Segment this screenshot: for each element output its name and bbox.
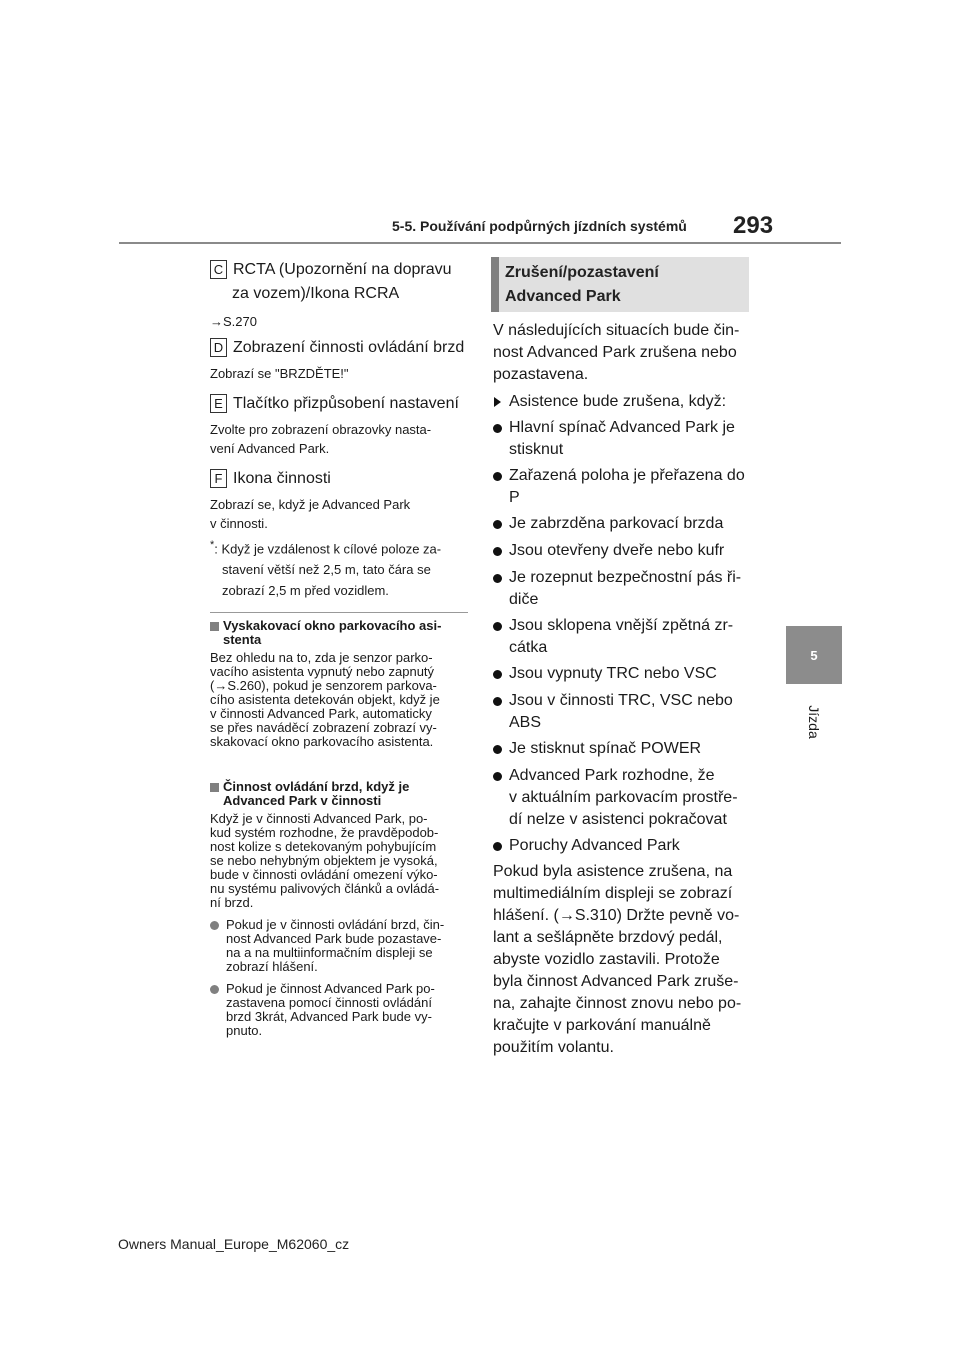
para-line: bude v činnosti ovládání omezení výko- — [210, 867, 438, 882]
para-line: kud systém rozhodne, že pravděpodob- — [210, 825, 439, 840]
header-rule — [119, 242, 841, 244]
para-line: hlášení. (→S.310) Držte pevně vo- — [493, 907, 740, 924]
letter-box: E — [210, 394, 227, 413]
para-line: vacího asistenta vypnutý nebo zapnutý — [210, 664, 435, 679]
bullet-line: pnuto. — [226, 1023, 263, 1038]
para-line: kračujte v parkování manuálně — [493, 1017, 711, 1034]
footnote-mark: * — [210, 539, 215, 551]
bullet-line: Pokud je v činnosti ovládání brzd, čin- — [226, 917, 445, 932]
round-bullet-icon — [493, 772, 502, 781]
item-desc: Zvolte pro zobrazení obrazovky nasta- — [210, 422, 432, 437]
chapter-number: 5 — [810, 647, 818, 663]
bullet-line: Jsou otevřeny dveře nebo kufr — [509, 542, 725, 559]
list-item — [493, 615, 753, 659]
para-line: multimediálním displeji se zobrazí — [493, 885, 733, 902]
para-line: Pokud byla asistence zrušena, na — [493, 863, 733, 880]
footnote-line: : Když je vzdálenost k cílové poloze za- — [214, 541, 442, 557]
para-line: Bez ohledu na to, zda je senzor parko- — [210, 650, 433, 665]
footer-text: Owners Manual_Europe_M62060_cz — [118, 1236, 350, 1252]
list-item — [493, 765, 753, 831]
bullet-line: zobrazí hlášení. — [226, 959, 318, 974]
item-desc: v činnosti. — [210, 516, 268, 531]
list-item — [493, 738, 753, 760]
round-bullet-icon — [493, 697, 502, 706]
round-bullet-icon — [493, 472, 502, 481]
list-item — [493, 835, 753, 857]
list-item — [493, 513, 753, 535]
bullet-line: Je stisknut spínač POWER — [509, 740, 702, 757]
para-line: se přes naváděcí zobrazení zobrazí vy- — [210, 720, 437, 735]
list-item — [210, 918, 470, 974]
item-desc: →S.270 — [210, 314, 257, 329]
item-desc: Zobrazí se "BRZDĚTE!" — [210, 366, 349, 381]
bullet-line: v aktuálním parkovacím prostře- — [509, 789, 738, 806]
subsection-heading: Činnost ovládání brzd, když je — [223, 779, 410, 794]
list-item — [210, 982, 470, 1038]
round-bullet-icon — [493, 547, 502, 556]
para-line: Když je v činnosti Advanced Park, po- — [210, 811, 428, 826]
list-item — [493, 417, 753, 461]
section-divider — [210, 612, 468, 613]
round-bullet-icon — [493, 622, 502, 631]
subsection-heading: stenta — [223, 632, 262, 647]
item-title-line: Zobrazení činnosti ovládání brzd — [233, 339, 465, 356]
bullet-line: Jsou vypnuty TRC nebo VSC — [509, 665, 717, 682]
round-bullet-icon — [210, 985, 219, 994]
item-d — [210, 336, 470, 383]
chapter-label-text: Jízda — [806, 705, 822, 739]
section-heading: Advanced Park — [505, 288, 621, 305]
bullet-line: Pokud je činnost Advanced Park po- — [226, 981, 435, 996]
chapter-label — [786, 705, 842, 748]
list-item — [493, 465, 753, 509]
letter-box: C — [210, 260, 227, 279]
list-item — [493, 690, 753, 734]
bullet-line: Zařazená poloha je přeřazena do — [509, 467, 745, 484]
letter-box: D — [210, 338, 227, 357]
round-bullet-icon — [493, 745, 502, 754]
item-e — [210, 392, 470, 458]
para-line: pozastavena. — [493, 366, 589, 383]
item-c — [210, 258, 470, 331]
subsection-heading: Vyskakovací okno parkovacího asi- — [223, 618, 442, 633]
section-heading-bar — [491, 257, 499, 312]
footnote — [210, 536, 470, 600]
bullet-line: cátka — [509, 639, 548, 656]
para-line: použitím volantu. — [493, 1039, 614, 1056]
para-line: V následujících situacích bude čin- — [493, 322, 740, 339]
round-bullet-icon — [493, 520, 502, 529]
para-line: se nebo nehybným objektem je vysoká, — [210, 853, 438, 868]
para-line: nost kolize s detekovaným pohybujícím — [210, 839, 437, 854]
triangle-bullet-icon — [494, 397, 501, 407]
bullet-line: nost Advanced Park bude pozastave- — [226, 931, 442, 946]
item-title-line: Tlačítko přizpůsobení nastavení — [233, 395, 459, 412]
item-title-line: za vozem)/Ikona RCRA — [232, 285, 400, 302]
item-title-line: RCTA (Upozornění na dopravu — [233, 261, 452, 278]
para-line: nost Advanced Park zrušena nebo — [493, 344, 737, 361]
round-bullet-icon — [493, 842, 502, 851]
para-line: na, zahajte činnost znovu nebo po- — [493, 995, 742, 1012]
bullet-line: ABS — [509, 714, 542, 731]
bullet-line: Asistence bude zrušena, když: — [509, 393, 727, 410]
para-line: ní brzd. — [210, 895, 254, 910]
bullet-line: brzd 3krát, Advanced Park bude vy- — [226, 1009, 432, 1024]
bullet-line: zastavena pomocí činnosti ovládání — [226, 995, 432, 1010]
bullet-line: Poruchy Advanced Park — [509, 837, 680, 854]
bullet-line: na a na multiinformačním displeji se — [226, 945, 433, 960]
subsection-heading: Advanced Park v činnosti — [223, 793, 382, 808]
square-bullet-icon — [210, 622, 219, 631]
list-item — [493, 540, 753, 562]
footnote-line: zobrazí 2,5 m před vozidlem. — [222, 583, 389, 599]
bullet-line: P — [509, 489, 520, 506]
subsection-popup — [210, 619, 470, 749]
outro-paragraph — [493, 861, 753, 1059]
round-bullet-icon — [493, 424, 502, 433]
page-number: 293 — [733, 212, 774, 239]
section-heading: Zrušení/pozastavení — [505, 264, 659, 281]
chapter-tab — [786, 626, 842, 684]
section-title: 5-5. Používání podpůrných jízdních systémů — [392, 218, 687, 234]
bullet-line: Jsou sklopena vnější zpětná zr- — [509, 617, 734, 634]
condition-heading — [493, 391, 753, 413]
bullet-line: Je rozepnut bezpečnostní pás ři- — [509, 569, 742, 586]
para-line: nu systému palivových článků a ovládá- — [210, 881, 440, 896]
para-line: byla činnost Advanced Park zruše- — [493, 973, 739, 990]
bullet-line: Advanced Park rozhodne, že — [509, 767, 715, 784]
bullet-line: stisknut — [509, 441, 564, 458]
list-item — [493, 567, 753, 611]
footnote-line: stavení větší než 2,5 m, tato čára se — [222, 562, 431, 578]
bullet-line: Hlavní spínač Advanced Park je — [509, 419, 735, 436]
bullet-line: dí nelze v asistenci pokračovat — [509, 811, 727, 828]
list-item — [493, 663, 753, 685]
bullet-line: Je zabrzděna parkovací brzda — [509, 515, 724, 532]
item-title-line: Ikona činnosti — [233, 470, 331, 487]
item-f — [210, 467, 470, 533]
round-bullet-icon — [493, 670, 502, 679]
round-bullet-icon — [210, 921, 219, 930]
bullet-line: Jsou v činnosti TRC, VSC nebo — [509, 692, 733, 709]
square-bullet-icon — [210, 783, 219, 792]
para-line: v činnosti Advanced Park, automaticky — [210, 706, 432, 721]
para-line: cího asistenta detekován objekt, když je — [210, 692, 440, 707]
item-desc: Zobrazí se, když je Advanced Park — [210, 497, 411, 512]
para-line: skakovací okno parkovacího asistenta. — [210, 734, 434, 749]
section-heading-box — [491, 257, 749, 312]
item-desc: vení Advanced Park. — [210, 441, 330, 456]
para-line: (→S.260), pokud je senzorem parkova- — [210, 678, 437, 693]
intro-paragraph — [493, 320, 753, 386]
bullet-line: diče — [509, 591, 539, 608]
round-bullet-icon — [493, 574, 502, 583]
subsection-brake — [210, 780, 470, 1038]
para-line: abyste vozidlo zastavili. Protože — [493, 951, 720, 968]
letter-box: F — [210, 469, 227, 488]
para-line: lant a sešlápněte brzdový pedál, — [493, 929, 723, 946]
